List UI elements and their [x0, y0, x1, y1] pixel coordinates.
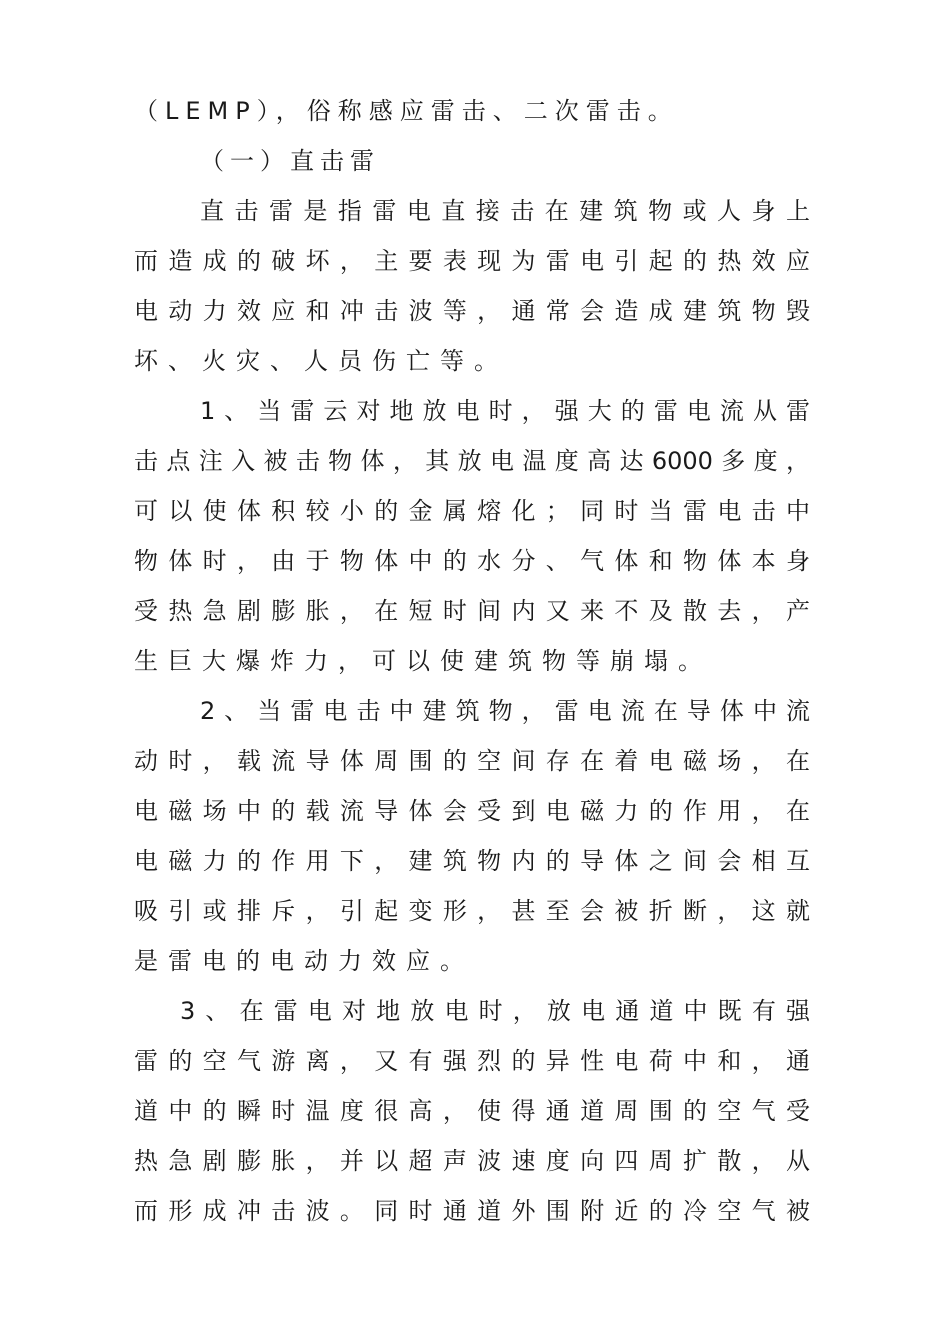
text-line: 击点注入被击物体，其放电温度高达6000多度， [134, 447, 810, 475]
text-line: 热急剧膨胀，并以超声波速度向四周扩散，从 [134, 1147, 810, 1175]
text-line: 可以使体积较小的金属熔化；同时当雷电击中 [134, 497, 810, 525]
text-line: 雷的空气游离，又有强烈的异性电荷中和，通 [134, 1047, 810, 1075]
text-line: 道中的瞬时温度很高，使得通道周围的空气受 [134, 1097, 810, 1125]
text-line: 而造成的破坏，主要表现为雷电引起的热效应 [134, 247, 810, 275]
text-line: 电磁场中的载流导体会受到电磁力的作用，在 [134, 797, 810, 825]
section-heading: （一）直击雷 [200, 147, 380, 175]
text-line: 2、当雷电击中建筑物，雷电流在导体中流 [200, 697, 810, 725]
text-line: 3、在雷电对地放电时，放电通道中既有强 [180, 997, 810, 1025]
text-line: 坏、火灾、人员伤亡等。 [134, 347, 508, 375]
text-line: 电动力效应和冲击波等，通常会造成建筑物毁 [134, 297, 810, 325]
text-line: 而形成冲击波。同时通道外围附近的冷空气被 [134, 1197, 810, 1225]
text-line: 直击雷是指雷电直接击在建筑物或人身上 [200, 197, 810, 225]
text-line: 受热急剧膨胀，在短时间内又来不及散去，产 [134, 597, 810, 625]
text-line: 吸引或排斥，引起变形，甚至会被折断，这就 [134, 897, 810, 925]
text-line: 是雷电的电动力效应。 [134, 947, 474, 975]
text-line: 物体时，由于物体中的水分、气体和物体本身 [134, 547, 810, 575]
text-line: 生巨大爆炸力，可以使建筑物等崩塌。 [134, 647, 712, 675]
text-line: （LEMP），俗称感应雷击、二次雷击。 [134, 97, 679, 125]
text-line: 电磁力的作用下，建筑物内的导体之间会相互 [134, 847, 810, 875]
text-line: 动时，载流导体周围的空间存在着电磁场，在 [134, 747, 810, 775]
text-line: 1、当雷云对地放电时，强大的雷电流从雷 [200, 397, 810, 425]
